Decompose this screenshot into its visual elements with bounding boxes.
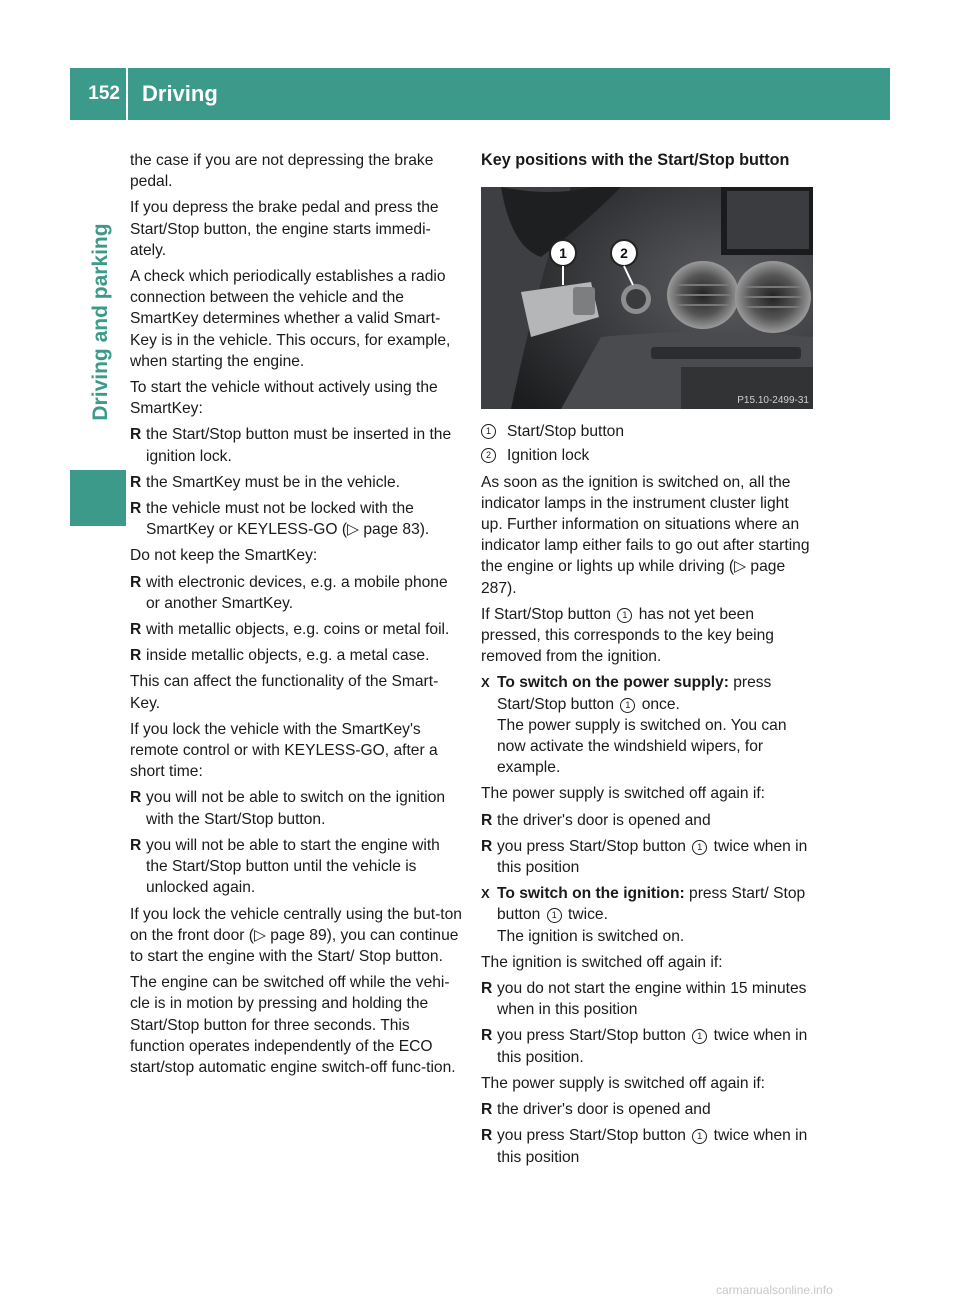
list-item-text: you will not be able to start the engine with the Start/Stop button until the vehicle is unlocked again. bbox=[146, 836, 440, 897]
bullet-marker: R bbox=[130, 500, 142, 518]
page-header bbox=[70, 68, 890, 120]
bullet-marker: R bbox=[481, 1127, 493, 1145]
bullet-marker: R bbox=[130, 647, 142, 665]
list-item bbox=[130, 572, 462, 614]
list-item-text: you will not be able to switch on the ignition with the Start/Stop button. bbox=[146, 789, 446, 828]
paragraph: The ignition is switched off again if: bbox=[481, 953, 723, 971]
bullet-marker: R bbox=[130, 426, 142, 444]
step-marker-icon: X bbox=[481, 886, 490, 902]
watermark[interactable]: carmanualsonline.info bbox=[716, 1283, 833, 1297]
bullet-marker: R bbox=[130, 789, 142, 807]
instruction-step: X To switch on the ignition: press Start/ Stop button 1 twice. The ignition is switched on. bbox=[481, 885, 806, 945]
callout-1-label: 1 bbox=[559, 245, 567, 262]
legend-text: Ignition lock bbox=[507, 447, 590, 465]
list-item bbox=[130, 424, 462, 466]
callout-1-icon: 1 bbox=[692, 1029, 707, 1044]
bullet-marker: R bbox=[130, 836, 142, 854]
paragraph: This can affect the functionality of the Smart-Key. bbox=[130, 673, 439, 712]
list-item: R you press Start/Stop button 1 twice when in this position bbox=[481, 1127, 808, 1166]
list-item: R the driver's door is opened and bbox=[481, 1099, 813, 1120]
callout-1-icon: 1 bbox=[617, 608, 632, 623]
paragraph: The engine can be switched off while the vehi-cle is in motion by pressing and holding the Start/Stop button for three seconds. This function operates independently of the ECO start/stop automatic engine switch-off func-tion. bbox=[130, 974, 456, 1076]
bullet-marker: R bbox=[481, 811, 493, 829]
callout-2-icon: 2 bbox=[481, 448, 496, 463]
list-item: R the driver's door is opened and bbox=[481, 810, 813, 831]
list-item-text: inside metallic objects, e.g. a metal case. bbox=[146, 647, 430, 665]
list-item-text: the SmartKey must be in the vehicle. bbox=[146, 473, 400, 491]
bullet-marker: R bbox=[481, 980, 493, 998]
legend-item bbox=[481, 421, 813, 442]
list-item bbox=[130, 619, 462, 640]
paragraph: Do not keep the SmartKey: bbox=[130, 547, 318, 565]
list-item bbox=[130, 787, 462, 829]
bullet-marker: R bbox=[481, 1027, 493, 1045]
side-tab-label: Driving and parking bbox=[89, 223, 112, 421]
side-tab bbox=[86, 200, 116, 450]
dashboard-illustration bbox=[481, 187, 813, 409]
bullet-marker: R bbox=[481, 1101, 493, 1119]
bullet-marker: R bbox=[481, 837, 493, 855]
header-divider bbox=[126, 68, 128, 120]
legend-item bbox=[481, 445, 813, 466]
section-heading: Key positions with the Start/Stop button bbox=[481, 151, 790, 169]
page-number: 152 bbox=[88, 83, 120, 104]
list-item: R you do not start the engine within 15 minutes when in this position bbox=[481, 980, 807, 1019]
list-item-text: the Start/Stop button must be inserted in the ignition lock. bbox=[146, 426, 452, 465]
paragraph: If you lock the vehicle with the SmartKey's remote control or with KEYLESS-GO, after a short time: bbox=[130, 720, 438, 781]
side-tab-marker bbox=[70, 470, 126, 526]
instruction-step: X To switch on the power supply: press Start/Stop button 1 once. The power supply is switched on. You can now activate the windshield wipers, for example. bbox=[481, 674, 787, 777]
paragraph: the case if you are not depressing the brake pedal. bbox=[130, 152, 434, 191]
list-item: R you press Start/Stop button 1 twice when in this position. bbox=[481, 1027, 808, 1066]
dashboard-photo bbox=[481, 187, 813, 409]
paragraph: A check which periodically establishes a radio connection between the vehicle and the SmartKey determines whether a valid Smart-Key is in the vehicle. This occurs, for example, when starting the engine. bbox=[130, 268, 451, 370]
callout-2-label: 2 bbox=[620, 245, 628, 262]
callout-1-icon: 1 bbox=[547, 908, 562, 923]
callout-1-icon: 1 bbox=[692, 840, 707, 855]
list-item bbox=[130, 645, 462, 666]
list-item bbox=[130, 835, 462, 899]
callout-1-icon: 1 bbox=[481, 424, 496, 439]
bullet-marker: R bbox=[130, 621, 142, 639]
paragraph: To start the vehicle without actively using the SmartKey: bbox=[130, 379, 438, 418]
list-item: R you press Start/Stop button 1 twice when in this position bbox=[481, 837, 808, 877]
paragraph: If you lock the vehicle centrally using the but-ton on the front door (▷ page 89), you can continue to start the engine with the Start/ Stop button. bbox=[130, 905, 462, 965]
paragraph: If you depress the brake pedal and press the Start/Stop button, the engine starts immedi-ately. bbox=[130, 199, 439, 259]
callout-1-icon: 1 bbox=[620, 698, 635, 713]
photo-code: P15.10-2499-31 bbox=[737, 395, 809, 407]
list-item-text: with electronic devices, e.g. a mobile phone or another SmartKey. bbox=[146, 573, 448, 612]
list-item-text: the vehicle must not be locked with the SmartKey or KEYLESS-GO (▷ page 83). bbox=[146, 500, 430, 539]
callout-1-icon: 1 bbox=[692, 1129, 707, 1144]
paragraph: The power supply is switched off again if: bbox=[481, 785, 766, 803]
list-item-text: with metallic objects, e.g. coins or metal foil. bbox=[146, 621, 450, 639]
right-column bbox=[481, 150, 813, 1173]
bullet-marker: R bbox=[130, 473, 142, 491]
left-column bbox=[130, 150, 462, 1083]
chapter-title: Driving bbox=[142, 81, 218, 106]
bullet-marker: R bbox=[130, 573, 142, 591]
list-item bbox=[130, 472, 462, 493]
legend-text: Start/Stop button bbox=[507, 423, 625, 441]
paragraph: As soon as the ignition is switched on, all the indicator lamps in the instrument cluster light up. Further information on situations where an indicator lamp either fails to go out after starting the engine or lights up while driving (▷ page 287). bbox=[481, 473, 810, 597]
list-item bbox=[130, 498, 462, 540]
paragraph: The power supply is switched off again if: bbox=[481, 1074, 766, 1092]
step-marker-icon: X bbox=[481, 675, 490, 691]
paragraph: If Start/Stop button 1 has not yet been pressed, this corresponds to the key being removed from the ignition. bbox=[481, 605, 774, 666]
